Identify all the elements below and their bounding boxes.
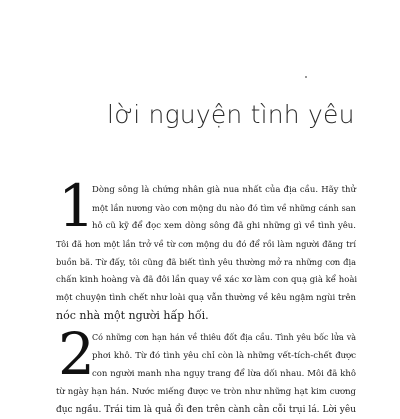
section-1 (56, 172, 358, 325)
paragraph-line: buồn bã. Từ đấy, tôi cũng đã biết tình yêu thường mở ra những cơn địa (56, 257, 356, 267)
paragraph-line: từ ngày hạn hán. Nước miếng được ve tròn như những hạt kim cương (56, 387, 356, 397)
section-2 (56, 320, 356, 419)
paragraph-line: một chuyện tình chết như loài quạ vẫn thường về kêu ngậm ngùi trên (56, 293, 356, 303)
paragraph-line: phơi khô. Từ đó tình yêu chỉ còn là những vết-tích-chết được (92, 351, 356, 361)
paragraph-line: con người manh nha ngụy trang để lừa dối nhau. Môi đã khô (92, 369, 356, 379)
paragraph-line: hô cũ kỹ để đọc xem dòng sông đã ghi những gì về tình yêu. (92, 221, 356, 231)
paragraph-line: nóc nhà một người hấp hối. (56, 309, 209, 322)
paragraph-line: Có những cơn hạn hán về thiêu đốt địa cầu. Tình yêu bốc lửa và (92, 333, 356, 342)
section-2-number: 2 (58, 320, 95, 388)
paragraph-line: Tôi đã hơn một lần trở về từ cơn mộng du đó để rồi làm người đăng trí (56, 239, 356, 249)
paragraph-line: đục ngầu. Trái tim là quả ổi đen trên cành cằn cỗi trụi lá. Lời yêu (56, 405, 356, 415)
paragraph-line: chấn kinh hoàng và đã đôi lần quay về xác xơ làm con quạ già kể hoài (56, 275, 358, 285)
section-1-number: 1 (58, 172, 95, 240)
page-speck (305, 76, 307, 78)
chapter-title: lời nguyện tình yêu (107, 100, 355, 129)
paragraph-line: Dòng sông là chứng nhân già nua nhất của địa cầu. Hãy thử (92, 185, 356, 195)
paragraph-line: một lần nương vào cơn mộng du nào đó tìm về những cánh san (92, 203, 356, 213)
